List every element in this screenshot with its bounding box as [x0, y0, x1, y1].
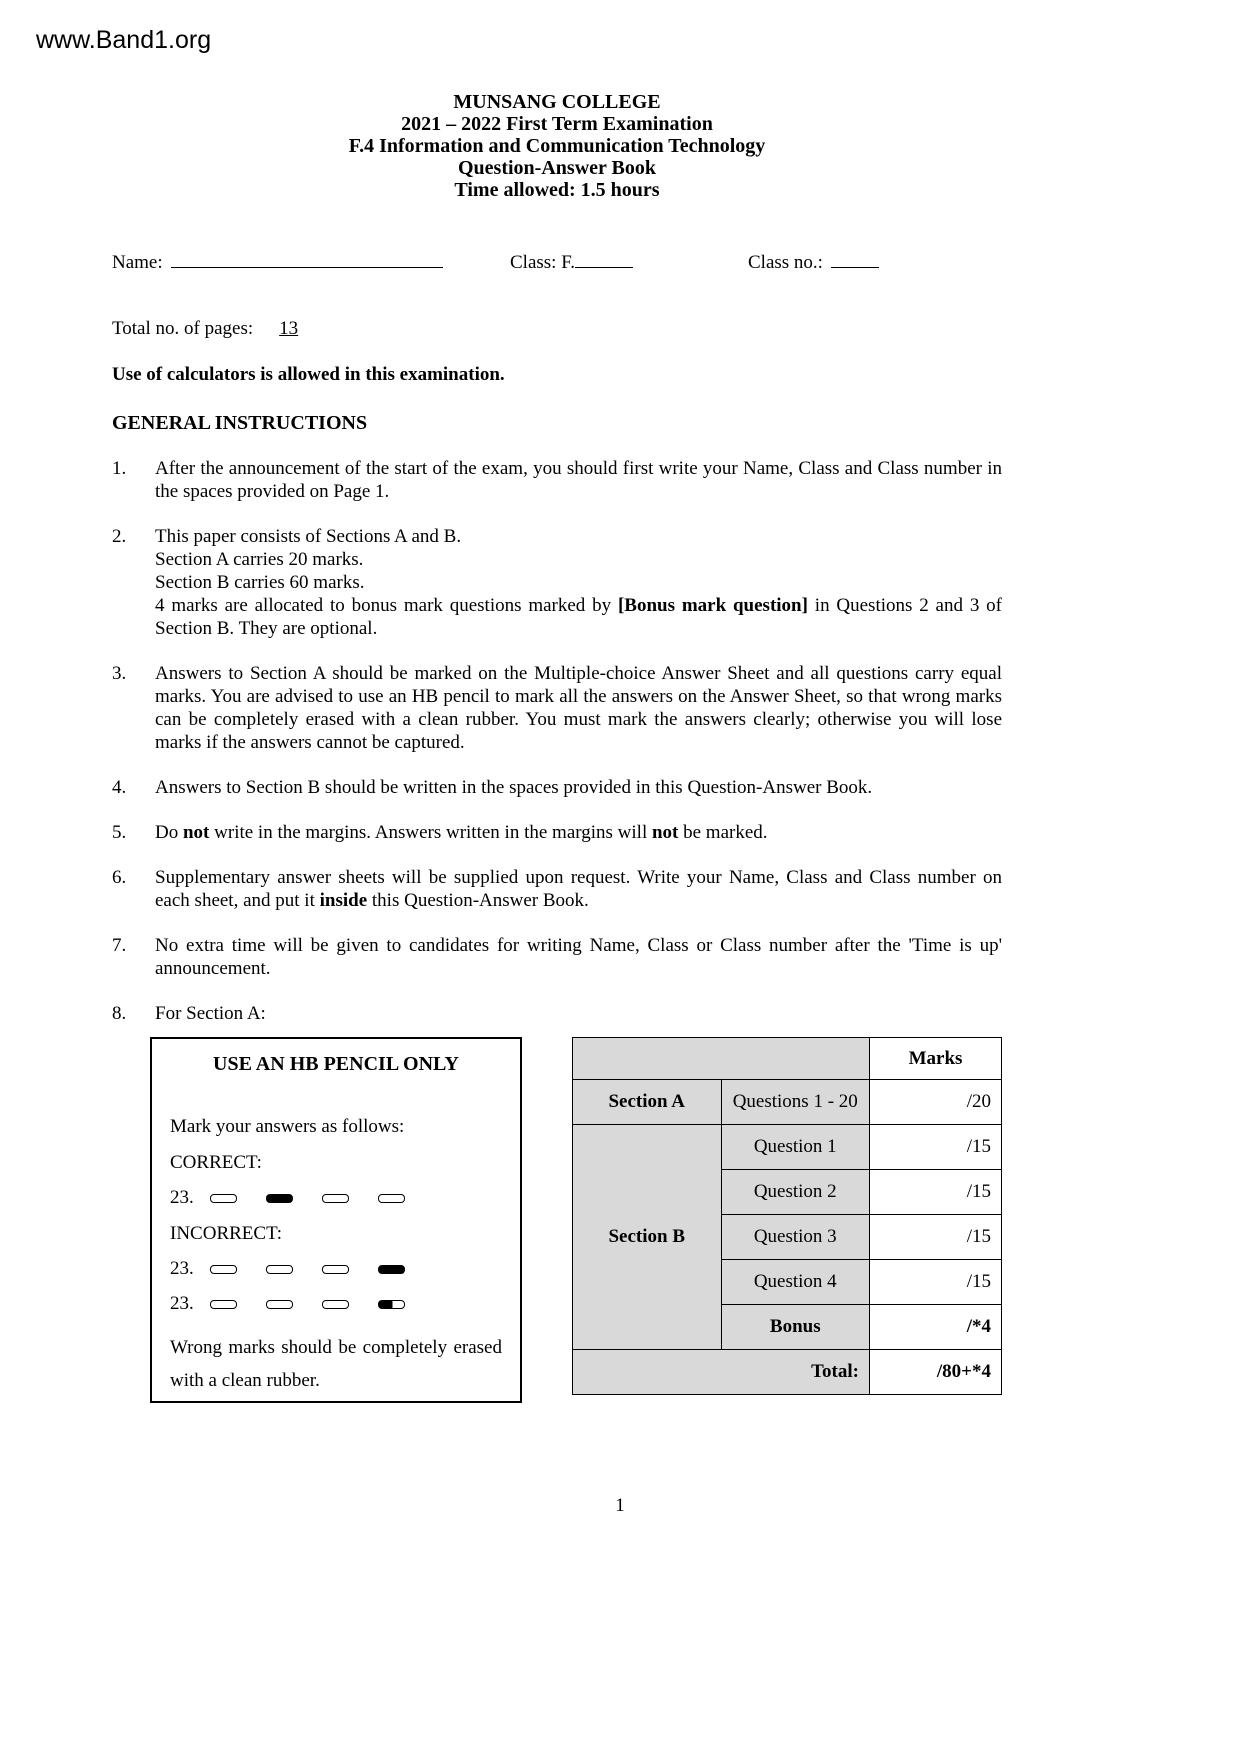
instruction-item-8 [112, 1002, 1002, 1025]
instruction-text: No extra time will be given to candidates for writing Name, Class or Class number after the 'Time is up' announcement. [155, 935, 1002, 979]
total-pages-label: Total no. of pages: [112, 318, 254, 339]
candidate-form-row [112, 249, 1002, 274]
answer-marks [210, 1258, 434, 1280]
time-allowed: Time allowed: 1.5 hours [454, 179, 660, 201]
watermark: www.Band1.org [36, 26, 212, 54]
answer-marks [210, 1293, 434, 1315]
pencil-box-title: USE AN HB PENCIL ONLY [213, 1053, 459, 1075]
incorrect-example-row-2 [170, 1293, 502, 1315]
instruction-line: 4 marks are allocated to bonus mark questions marked by [Bonus mark question] in Questions 2 and 3 of Section B. They are optional. [155, 595, 1002, 639]
page-number: 1 [615, 1495, 625, 1516]
total-row [573, 1350, 1002, 1395]
instruction-number: 7. [112, 935, 127, 956]
class-field-group [510, 249, 748, 274]
section-a-info-row [112, 1037, 1002, 1403]
instruction-text [155, 525, 1002, 640]
name-blank [171, 249, 443, 268]
section-b-label-cell: Section B [573, 1125, 722, 1350]
book-title: Question-Answer Book [458, 157, 656, 179]
instruction-number: 6. [112, 867, 127, 888]
answer-mark-empty [210, 1194, 237, 1203]
instruction-number: 4. [112, 777, 127, 798]
class-no-field-group [748, 249, 879, 274]
bonus-mark-question-label: [Bonus mark question] [617, 595, 808, 616]
question-number: 23. [170, 1293, 194, 1314]
total-marks-cell: /80+*4 [870, 1350, 1002, 1395]
hb-pencil-box [150, 1037, 522, 1403]
question-2-marks-cell: /15 [870, 1170, 1002, 1215]
exam-header [112, 91, 1002, 201]
instruction-text: For Section A: [155, 1003, 266, 1024]
answer-mark-empty [322, 1194, 349, 1203]
class-no-blank [831, 249, 879, 268]
answer-mark-empty [266, 1300, 293, 1309]
instruction-number: 5. [112, 822, 127, 843]
instruction-text: Do not write in the margins. Answers written in the margins will not be marked. [155, 822, 768, 843]
exam-title: 2021 – 2022 First Term Examination [401, 113, 713, 135]
question-number: 23. [170, 1258, 194, 1279]
section-a-row [573, 1080, 1002, 1125]
pencil-box-intro: Mark your answers as follows: [170, 1116, 405, 1137]
general-instructions-title: GENERAL INSTRUCTIONS [112, 412, 368, 434]
section-a-label-cell: Section A [573, 1080, 722, 1125]
total-pages-row [112, 318, 1002, 340]
instruction-item-6 [112, 866, 1002, 912]
calculator-note: Use of calculators is allowed in this examination. [112, 364, 505, 385]
answer-mark-empty [266, 1265, 293, 1274]
instruction-number: 2. [112, 526, 127, 547]
question-2-cell: Question 2 [721, 1170, 870, 1215]
header-empty-cell [573, 1038, 870, 1080]
instruction-item-3 [112, 662, 1002, 754]
instruction-text: Answers to Section A should be marked on the Multiple-choice Answer Sheet and all questions carry equal marks. You are advised to use an HB pencil to mark all the answers on the Answer Sheet, so that wrong marks can be completely erased with a clean rubber. You must mark the answers clearly; otherwise you will lose marks if the answers cannot be captured. [155, 663, 1002, 753]
instruction-number: 8. [112, 1003, 127, 1024]
bonus-marks-cell: /*4 [870, 1305, 1002, 1350]
total-label-cell: Total: [573, 1350, 870, 1395]
answer-mark-half [378, 1300, 405, 1309]
question-1-marks-cell: /15 [870, 1125, 1002, 1170]
subject-title: F.4 Information and Communication Technology [348, 135, 766, 157]
answer-mark-filled [378, 1265, 405, 1274]
marks-header-cell: Marks [870, 1038, 1002, 1080]
instruction-item-5 [112, 821, 1002, 844]
answer-mark-empty [322, 1265, 349, 1274]
bonus-cell: Bonus [721, 1305, 870, 1350]
total-pages-value: 13 [279, 318, 299, 339]
question-number: 23. [170, 1187, 194, 1208]
question-3-cell: Question 3 [721, 1215, 870, 1260]
correct-label: CORRECT: [170, 1152, 262, 1173]
instruction-text: Supplementary answer sheets will be supplied upon request. Write your Name, Class and Class number on each sheet, and put it inside this Question-Answer Book. [155, 867, 1002, 911]
answer-mark-empty [210, 1265, 237, 1274]
school-name: MUNSANG COLLEGE [453, 91, 661, 113]
incorrect-label: INCORRECT: [170, 1223, 283, 1244]
section-a-item-cell: Questions 1 - 20 [721, 1080, 870, 1125]
marks-table-header-row [573, 1038, 1002, 1080]
instruction-number: 1. [112, 458, 127, 479]
question-4-cell: Question 4 [721, 1260, 870, 1305]
question-4-marks-cell: /15 [870, 1260, 1002, 1305]
instruction-line: Section B carries 60 marks. [155, 572, 365, 593]
marks-table [572, 1037, 1002, 1395]
instruction-item-4 [112, 776, 1002, 799]
instruction-line: Section A carries 20 marks. [155, 549, 364, 570]
pencil-box-footer: Wrong marks should be completely erased with a clean rubber. [170, 1337, 502, 1391]
incorrect-example-row-1 [170, 1258, 502, 1280]
instruction-text: After the announcement of the start of the exam, you should first write your Name, Class and Class number in the spaces provided on Page 1. [155, 458, 1002, 502]
class-label: Class: F. [510, 252, 575, 273]
instruction-text: Answers to Section B should be written in the spaces provided in this Question-Answer Book. [155, 777, 873, 798]
class-no-label: Class no.: [748, 252, 823, 273]
instruction-line: This paper consists of Sections A and B. [155, 526, 462, 547]
answer-marks [210, 1187, 434, 1209]
answer-mark-empty [322, 1300, 349, 1309]
name-field-group [112, 249, 510, 274]
answer-mark-empty [378, 1194, 405, 1203]
correct-example-row [170, 1187, 502, 1209]
question-3-marks-cell: /15 [870, 1215, 1002, 1260]
instruction-item-2 [112, 525, 1002, 640]
name-label: Name: [112, 252, 163, 273]
instruction-item-7 [112, 934, 1002, 980]
question-1-row [573, 1125, 1002, 1170]
question-1-cell: Question 1 [721, 1125, 870, 1170]
class-blank [575, 249, 633, 268]
section-a-marks-cell: /20 [870, 1080, 1002, 1125]
instruction-item-1 [112, 457, 1002, 503]
instruction-number: 3. [112, 663, 127, 684]
answer-mark-filled [266, 1194, 293, 1203]
answer-mark-empty [210, 1300, 237, 1309]
